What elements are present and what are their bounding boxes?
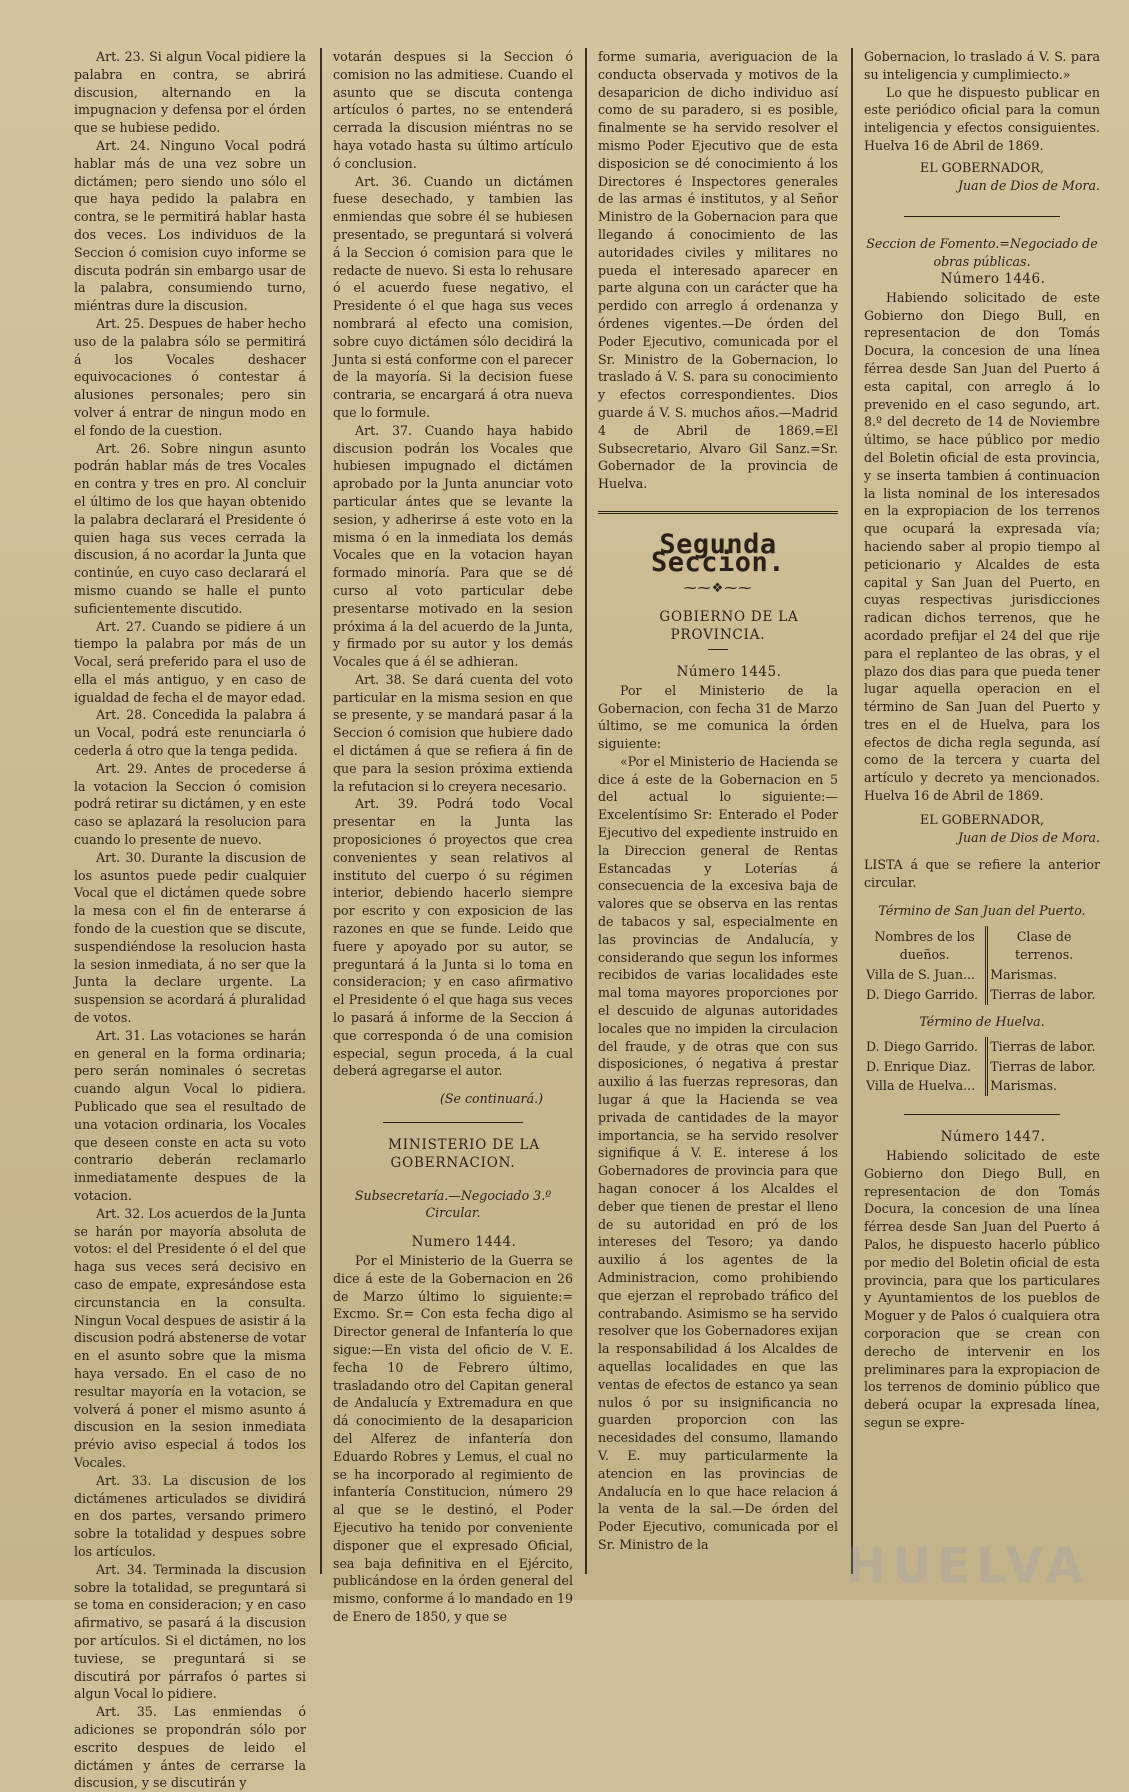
type-cell: Marismas. [990,967,1058,983]
ornament-icon: ⁓⁓❖⁓⁓ [683,580,753,596]
article-26: Art. 26. Sobre ningun asunto podrán hablar más de tres Vocales en contra y tres en pro. Al concluir el último de los que hayan obtenido la palabra declarará el Presidente ó quien haga sus veces cerrada la discusion, á no acordar la Junta que continúe, en cuyo caso declarará el mismo cuando se halle el punto suficientemente discutido. [74,440,306,616]
orden-1445-cont: Gobernacion, lo traslado á V. S. para su inteligencia y cumplimiecto.» [864,49,1100,82]
table-row [864,1076,1100,1096]
segunda-seccion-title: Segunda Seccion. [650,528,786,578]
continuara-note: (Se continuará.) [439,1091,543,1107]
lista-intro: LISTA á que se refiere la anterior circular. [864,857,1100,891]
article-39: Art. 39. Podrá todo Vocal presentar en la Junta las proposiciones ó proyectos que crea convenientes y sean relativos al instituto del cuerpo ó su régimen interior, debiendo hacerlo siempre por escrito y con exposicion de las razones en que se funde. Leido que fuere y apoyado por su autor, se preguntará á la Junta si lo toma en consideracion; y en caso afirmativo el Presidente ó el que haga sus veces lo pasará á informe de la Seccion á que corresponda ó de una comision especial, segun proceda, á la cual deberá agregarse el autor. [333,796,573,1079]
subsecretaria-heading: Subsecretaría.—Negociado 3.º Circular. [354,1187,552,1221]
orden-1445-intro: Por el Ministerio de la Gobernacion, con fecha 31 de Marzo último, se me comunica la órden siguiente: [598,682,838,752]
owner-cell: Villa de S. Juan... [864,965,987,985]
divider [383,1122,523,1123]
gobierno-heading: GOBIERNO DE LA PROVINCIA. [659,609,799,644]
article-30: Art. 30. Durante la discusion de los asuntos puede pedir cualquier Vocal que el dictámen quede sobre la mesa con el fin de enterarse á fondo de la cuestion que se discute, suspendiéndose la resolucion hasta la sesion inmediata, á no ser que la Junta la declare urgente. La suspension se acordará á pluralidad de votos. [74,849,306,1026]
lista-table-san-juan [864,926,1100,1005]
article-24: Art. 24. Ninguno Vocal podrá hablar más de una vez sobre un dictámen; pero siendo uno sólo el que haya pedido la palabra en contra, se le permitirá hablar hasta dos veces. Los individuos de la Seccion ó comision cuyo informe se discuta podrán sin embargo usar de la palabra, consumiendo turno, miéntras dure la discusion. [74,137,306,314]
table-row [864,1037,1100,1057]
numero-1447: Número 1447. [940,1129,1046,1146]
termino-huelva: Término de Huelva. [919,1014,1045,1030]
type-cell: Tierras de labor. [990,987,1096,1003]
article-25: Art. 25. Despues de haber hecho uso de la palabra sólo se permitirá á los Vocales deshacer equivocaciones ó contestar á alusiones personales; pero sin volver á entrar de ningun modo en el fondo de la cuestion. [74,315,306,438]
divider [904,1114,1060,1115]
orden-1447: Habiendo solicitado de este Gobierno don Diego Bull, en representacion de don Tomás Docura, la concesion de una línea férrea desde San Juan del Puerto á Palos, he dispuesto hacerlo público por medio del Boletin oficial de esta provincia, para que los particulares y Ayuntamientos de los pueblos de Moguer y de Palos ó cualquiera otra corporacion que se crean con derecho de intervenir en los preliminares para la expropiacion de los terrenos de dominio público que deberá ocupar la expresada línea, segun se expre- [864,1148,1100,1430]
fomento-heading: Seccion de Fomento.=Negociado de obras públicas. [866,236,1098,270]
ministerio-heading: MINISTERIO DE LA GOBERNACION. [388,1137,540,1171]
article-37: Art. 37. Cuando haya habido discusion podrán los Vocales que hubiesen impugnado el dictámen aprobado por la Junta anunciar voto particular ántes que se levante la sesion, y adherirse á este voto en la misma ó en la inmediata los demás Vocales que en la votacion hayan formado minoría. Para que se dé curso al voto particular debe presentarse motivado en la sesion próxima á la del acuerdo de la Junta, y firmado por su autor y los demás Vocales que á él se adhieran. [333,422,573,670]
table-row [864,985,1100,1005]
article-34: Art. 34. Terminada la discusion sobre la totalidad, se preguntará si se toma en consideracion; y en caso afirmativo, se pasará á la discusion por artículos. Si el dictámen, no los tuviese, se preguntará si se discutirá por párrafos ó partes si algun Vocal lo pidiere. [74,1561,306,1702]
numero-1445: Número 1445. [676,663,782,680]
owner-cell: D. Enrique Diaz. [864,1057,987,1077]
article-33: Art. 33. La discusion de los dictámenes articulados se dividirá en dos partes, versando primero sobre la totalidad y despues sobre los artículos. [74,1472,306,1559]
article-31: Art. 31. Las votaciones se harán en general en la forma ordinaria; pero serán nominales ó secretas cuando algun Vocal lo pidiera. Publicado que sea el resultado de una votacion ordinaria, los Vocales que deseen conste en acta su voto contrario deberán reclamarlo inmediatamente despues de la votacion. [74,1027,306,1203]
termino-san-juan: Término de San Juan del Puerto. [878,903,1086,919]
column-4 [864,48,1100,1570]
signature-name: Juan de Dios de Mora. [958,829,1100,845]
type-cell: Tierras de labor. [990,1058,1096,1074]
signature-name: Juan de Dios de Mora. [958,177,1100,193]
owner-cell: D. Diego Garrido. [864,1037,987,1057]
numero-1444: Numero 1444. [411,1234,517,1251]
table-row [864,1057,1100,1077]
owner-cell: D. Diego Garrido. [864,985,987,1005]
type-cell: Tierras de labor. [990,1038,1096,1054]
column-2 [333,48,573,1624]
article-29: Art. 29. Antes de procederse á la votacion la Seccion ó comision podrá retirar su dictámen, y en este caso se aplazará la resolucion para cuando lo presente de nuevo. [74,760,306,848]
article-38: Art. 38. Se dará cuenta del voto particular en la misma sesion en que se presente, y se mandará pasar á la Seccion ó comision que hubiere dado el dictámen á que se refiera á fin de que para la sesion próxima extienda la refutacion si lo creyera necesario. [333,671,573,794]
huelva-watermark: HUELVA [846,1538,1089,1594]
table-header-row [864,926,1100,966]
article-35-cont: votarán despues si la Seccion ó comision no las admitiese. Cuando el asunto que se discuta contenga artículos ó partes, no se entenderá cerrada la discusion miéntras no se haya votado hasta su último artículo ó conclusion. [333,49,573,171]
article-36: Art. 36. Cuando un dictámen fuese desechado, y tambien las enmiendas que sobre él se hubiesen presentado, se preguntará si volverá á la Seccion ó comision para que le redacte de nuevo. Si esta lo rehusare ó el acuerdo fuese negativo, el Presidente ó el que haga sus veces nombrará al efecto una comision, sobre cuyo dictámen sólo decidirá la Junta si está conforme con el parecer de la mayoría. Si la decision fuese contraria, se encargará á otra nueva que lo formule. [333,173,573,420]
column-header-owners: Nombres de los dueños. [864,926,987,966]
owner-cell: Villa de Huelva... [864,1076,987,1096]
column-rule [585,48,587,1574]
section-divider [598,511,838,514]
numero-1446: Número 1446. [940,270,1046,287]
divider [708,649,728,650]
type-cell: Marismas. [990,1078,1058,1094]
orden-1444: Por el Ministerio de la Guerra se dice á este de la Gobernacion en 26 de Marzo último lo siguiente:= Excmo. Sr.= Con esta fecha digo al Director general de Infantería lo que sigue:—En vista del oficio de V. E. fecha 10 de Febrero último, trasladando otro del Capitan general de Andalucía y Extremadura en que dá conocimiento de la desaparicion del Alferez de infantería don Eduardo Robres y Lemus, el cual no se ha incorporado al regimiento de infantería Constitucion, número 29 al que se le destinó, el Poder Ejecutivo ha tenido por conveniente disponer que el expresado Oficial, sea baja definitiva en el Ejército, publicándose en la órden general del mismo, conforme á lo mandado en 19 de Enero de 1850, y que se [333,1253,573,1624]
column-1 [74,48,306,1791]
article-35: Art. 35. Las enmiendas ó adiciones se propondrán sólo por escrito despues de leido el dictámen y ántes de cerrarse la discusion, y se discutirán y [74,1704,306,1791]
divider [904,216,1060,217]
column-3 [598,48,838,1570]
table-row [864,965,1100,985]
column-rule [851,48,853,1574]
publicacion-note: Lo que he dispuesto publicar en este periódico oficial para la comun inteligencia y efectos consiguientes. Huelva 16 de Abril de 1869. [864,84,1100,153]
article-32: Art. 32. Los acuerdos de la Junta se harán por mayoría absoluta de votos: el del Presidente ó el del que haga sus veces será decisivo en caso de empate, expresándose esta circunstancia en la consulta. Ningun Vocal despues de asistir á la discusion podrá abstenerse de votar en el asunto sobre que la misma haya versado. En el caso de no resultar mayoría en la votacion, se volverá á poner el mismo asunto á discusion en la sesion inmediata prévio aviso especial á todos los Vocales. [74,1205,306,1470]
orden-1444-cont: forme sumaria, averiguacion de la conducta observada y motivos de la desaparicion de dicho individuo así como de su paradero, si es posible, finalmente se ha servido resolver el mismo Poder Ejecutivo que de esta disposicion se dé conocimiento á los Directores é Inspectores generales de las armas é institutos, y al Señor Ministro de la Gobernacion para que llegando á conocimiento de las autoridades civiles y militares no pueda el interesado aparecer en parte alguna con un carácter que ha perdido con arreglo á ordenanza y órdenes vigentes.—De órden del Poder Ejecutivo, comunicada por el Sr. Ministro de la Gobernacion, lo traslado á V. S. para su conocimiento y efectos correspondientes. Dios guarde á V. S. muchos años.—Madrid 4 de Abril de 1869.=El Subsecretario, Alvaro Gil Sanz.=Sr. Gobernador de la provincia de Huelva. [598,49,838,492]
column-header-type: Clase de terrenos. [1015,928,1074,962]
article-23: Art. 23. Si algun Vocal pidiere la palabra en contra, se abrirá discusion, alternando en la impugnacion y defensa por el órden que se hubiese pedido. [74,49,306,136]
signature-title: EL GOBERNADOR, [920,811,1044,827]
column-rule [320,48,322,1574]
orden-1445-body: «Por el Ministerio de Hacienda se dice á este de la Gobernacion en 5 del actual lo siguiente:—Excelentísimo Sr: Enterado el Poder Ejecutivo del expediente instruido en la Direccion general de Rentas Estancadas y Loterías á consecuencia de la excesiva baja de valores que se observa en las rentas de tabacos y sal, especialmente en las provincias de Andalucía, y considerando que segun los informes recibidos de varias localidades este mal toma mayores proporciones por el descuido de algunas autoridades locales que no impiden la circulacion del fraude, y de otras que con sus disposiciones, ó negativa á prestar auxilio á las fuerzas represoras, dan lugar á que la Hacienda se vea privada de cantidades de la mayor importancia, se ha servido resolver signifique á V. E. interese á los Gobernadores de provincia para que hagan conocer á los Alcaldes el deber que tienen de prestar el lleno de su autoridad en pró de los intereses del Tesoro; ya dando auxilio á los agentes de la Administracion, como prohibiendo que ejerzan el reprobado tráfico del contrabando. Asimismo se ha servido resolver que los Gobernadores exijan la responsabilidad á los Alcaldes de aquellas localidades en que las ventas de efectos de estanco ya sean nulos ó por su insignificancia no guarden proporcion con las necesidades del consumo, llamando V. E. muy particularmente la atencion en las provincias de Andalucía en lo que hace relacion á la venta de la sal.—De órden del Poder Ejecutivo, comunicada por el Sr. Ministro de la [598,753,838,1552]
orden-1446: Habiendo solicitado de este Gobierno don Diego Bull, en representacion de don Tomás Docura, la concesion de una línea férrea desde San Juan del Puerto á esta capital, con arreglo á lo prevenido en el caso segundo, art. 8.º del decreto de 14 de Noviembre último, se hace público por medio del Boletin oficial de esta provincia, y se inserta tambien á continuacion la lista nominal de los interesados en la expropiacion de los terrenos que ocupará la expresada vía; haciendo saber al propio tiempo al peticionario y Alcaldes de esta capital y San Juan del Puerto, en cuyas respectivas jurisdicciones radican dichos terrenos, que he acordado prefijar el 24 del que rije para el replanteo de las obras, y el plazo dos dias para que pueda tener lugar aquella operacion en el término de San Juan del Puerto y tres en el de Huelva, para los efectos de dicha regla segunda, así como de la tercera y cuarta del artículo y decreto ya mencionados. Huelva 16 de Abril de 1869. [864,289,1100,804]
signature-title: EL GOBERNADOR, [920,159,1044,175]
article-27: Art. 27. Cuando se pidiere á un tiempo la palabra por más de un Vocal, será preferido para el uso de ella el más antiguo, y en caso de igualdad de fecha el de mayor edad. [74,618,306,705]
article-28: Art. 28. Concedida la palabra á un Vocal, podrá este renunciarla ó cederla á otro que la tenga pedida. [74,707,306,759]
lista-table-huelva [864,1037,1100,1096]
